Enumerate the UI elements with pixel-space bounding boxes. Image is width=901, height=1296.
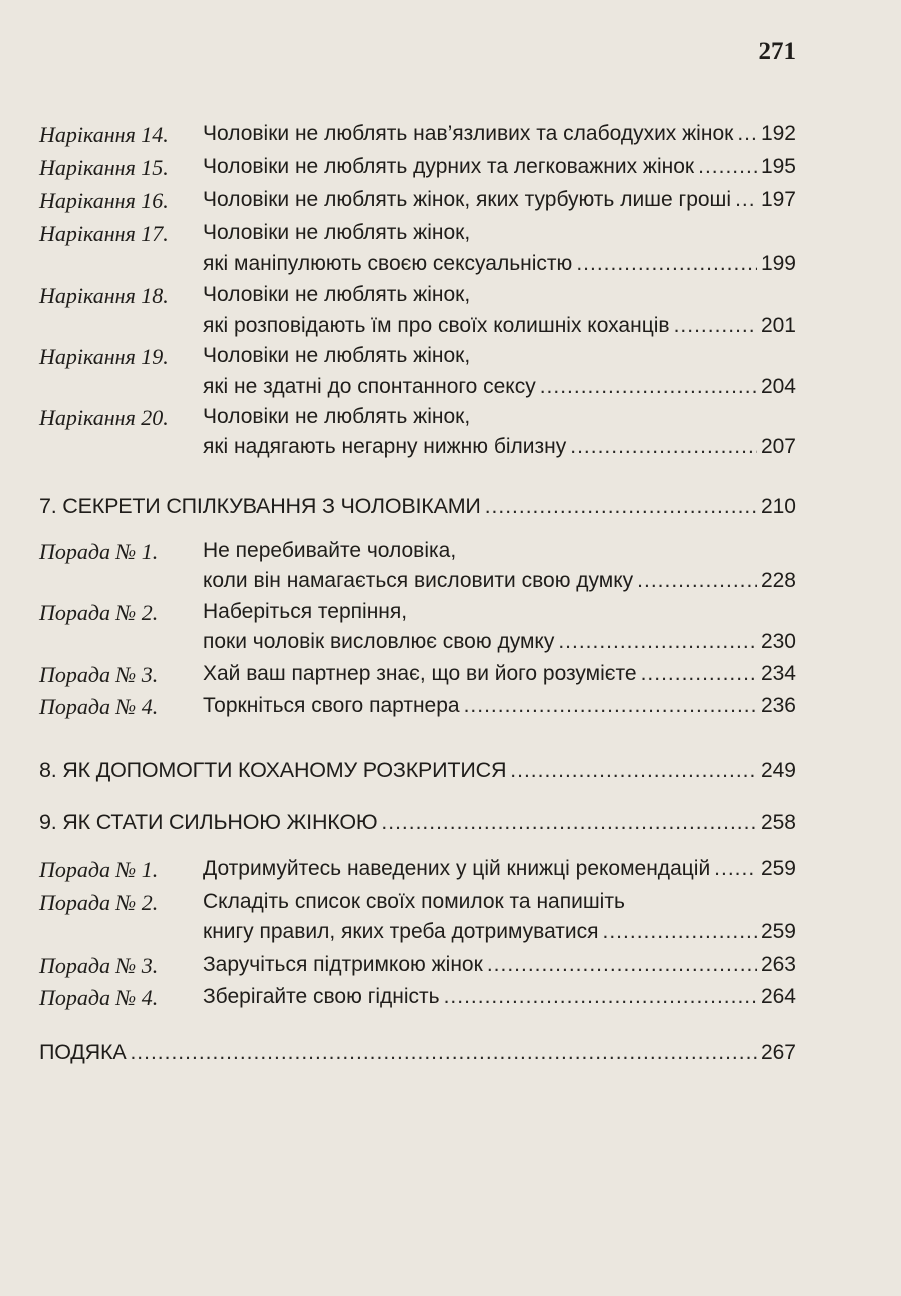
toc-acknowledgements — [0, 1040, 901, 1074]
toc-title: Хай ваш партнер знає, що ви його розумієте — [203, 662, 637, 685]
dot-leader — [576, 252, 757, 276]
toc-entry-ch7-tip-4 — [0, 694, 901, 728]
toc-page: 264 — [760, 985, 796, 1008]
toc-title-cont: коли він намагається висловити свою думку — [203, 569, 634, 592]
toc-entry-ch7-tip-1-cont — [0, 569, 901, 603]
dot-leader — [735, 188, 757, 212]
toc-label: Порада № 3. — [39, 662, 159, 687]
toc-entry-complaint-19 — [0, 344, 901, 378]
toc-title: Складіть список своїх помилок та напишіть — [203, 890, 625, 913]
toc-label: Нарікання 15. — [39, 155, 169, 180]
dot-leader — [558, 630, 757, 654]
toc-label: Нарікання 16. — [39, 188, 169, 213]
toc-entry-complaint-17-cont — [0, 252, 901, 286]
toc-entry-complaint-19-cont — [0, 375, 901, 409]
toc-page: 258 — [760, 811, 796, 834]
toc-chapter-8 — [0, 758, 901, 792]
dot-leader — [737, 122, 757, 146]
toc-label: Нарікання 19. — [39, 344, 169, 369]
toc-title: Не перебивайте чоловіка, — [203, 539, 457, 562]
toc-entry-ch9-tip-2 — [0, 890, 901, 924]
dot-leader — [714, 857, 757, 881]
toc-entry-complaint-17 — [0, 221, 901, 255]
dot-leader — [485, 495, 757, 519]
toc-title-cont: поки чоловік висловлює свою думку — [203, 630, 555, 653]
toc-entry-complaint-16 — [0, 188, 901, 222]
toc-label: Нарікання 20. — [39, 405, 169, 430]
dot-leader — [487, 953, 757, 977]
toc-label: Нарікання 18. — [39, 283, 169, 308]
toc-page: 234 — [760, 662, 796, 685]
toc-page: 199 — [760, 252, 796, 275]
dot-leader — [674, 314, 757, 338]
toc-title: Чоловіки не люблять жінок, — [203, 283, 471, 306]
dot-leader — [130, 1041, 756, 1065]
toc-page: 236 — [760, 694, 796, 717]
toc-label: Порада № 1. — [39, 539, 159, 564]
page-number: 271 — [758, 38, 796, 65]
toc-label: Порада № 2. — [39, 600, 159, 625]
toc-label: Порада № 4. — [39, 694, 159, 719]
toc-page: 197 — [760, 188, 796, 211]
toc-page: 207 — [760, 435, 796, 458]
toc-label: Порада № 3. — [39, 953, 159, 978]
toc-label: Порада № 4. — [39, 985, 159, 1010]
toc-entry-ch9-tip-1 — [0, 857, 901, 891]
toc-page: 230 — [760, 630, 796, 653]
toc-page: 210 — [760, 495, 796, 518]
toc-title: Чоловіки не люблять жінок, — [203, 405, 471, 428]
toc-chapter-7 — [0, 494, 901, 528]
toc-page: 263 — [760, 953, 796, 976]
toc-page: 267 — [760, 1041, 796, 1064]
toc-title-cont: книгу правил, яких треба дотримуватися — [203, 920, 599, 943]
toc-page: 201 — [760, 314, 796, 337]
toc-title: Наберіться терпіння, — [203, 600, 408, 623]
toc-entry-ch7-tip-2 — [0, 600, 901, 634]
toc-title: Дотримуйтесь наведених у цій книжці рекомендацій — [203, 857, 711, 880]
toc-title-cont: які маніпулюють своєю сексуальністю — [203, 252, 573, 275]
toc-entry-complaint-20 — [0, 405, 901, 439]
chapter-title: 9. ЯК СТАТИ СИЛЬНОЮ ЖІНКОЮ — [39, 810, 378, 834]
toc-title-cont: які розповідають їм про своїх колишніх коханців — [203, 314, 670, 337]
toc-title: Чоловіки не люблять жінок, — [203, 221, 471, 244]
toc-title: Торкніться свого партнера — [203, 694, 460, 717]
toc-title: Заручіться підтримкою жінок — [203, 953, 483, 976]
toc-page: 228 — [760, 569, 796, 592]
toc-entry-complaint-18-cont — [0, 314, 901, 348]
toc-page: 259 — [760, 857, 796, 880]
toc-title: Чоловіки не люблять дурних та легковажних жінок — [203, 155, 695, 178]
toc-entry-ch7-tip-3 — [0, 662, 901, 696]
chapter-title: 7. СЕКРЕТИ СПІЛКУВАННЯ З ЧОЛОВІКАМИ — [39, 494, 481, 518]
toc-entry-complaint-20-cont — [0, 435, 901, 469]
chapter-title: ПОДЯКА — [39, 1040, 127, 1064]
toc-title: Зберігайте свою гідність — [203, 985, 440, 1008]
toc-title-cont: які не здатні до спонтанного сексу — [203, 375, 536, 398]
dot-leader — [698, 155, 757, 179]
dot-leader — [444, 985, 757, 1009]
dot-leader — [464, 694, 757, 718]
toc-page: 259 — [760, 920, 796, 943]
toc-title: Чоловіки не люблять жінок, яких турбують лише гроші — [203, 188, 732, 211]
dot-leader — [637, 569, 757, 593]
toc-page: 192 — [760, 122, 796, 145]
toc-page: 195 — [760, 155, 796, 178]
dot-leader — [603, 920, 757, 944]
dot-leader — [641, 662, 757, 686]
toc-page: 249 — [760, 759, 796, 782]
toc-entry-complaint-18 — [0, 283, 901, 317]
toc-label: Порада № 2. — [39, 890, 159, 915]
dot-leader — [540, 375, 757, 399]
dot-leader — [381, 811, 757, 835]
toc-entry-ch7-tip-2-cont — [0, 630, 901, 664]
toc-page: 204 — [760, 375, 796, 398]
dot-leader — [510, 759, 757, 783]
toc-entry-ch9-tip-2-cont — [0, 920, 901, 954]
toc-chapter-9 — [0, 810, 901, 844]
toc-label: Нарікання 14. — [39, 122, 169, 147]
chapter-title: 8. ЯК ДОПОМОГТИ КОХАНОМУ РОЗКРИТИСЯ — [39, 758, 507, 782]
toc-label: Порада № 1. — [39, 857, 159, 882]
dot-leader — [570, 435, 757, 459]
toc-label: Нарікання 17. — [39, 221, 169, 246]
toc-entry-ch9-tip-4 — [0, 985, 901, 1019]
toc-entry-complaint-14 — [0, 122, 901, 156]
toc-entry-ch7-tip-1 — [0, 539, 901, 573]
toc-entry-complaint-15 — [0, 155, 901, 189]
toc-title-cont: які надягають негарну нижню білизну — [203, 435, 567, 458]
toc-title: Чоловіки не люблять нав’язливих та слабодухих жінок — [203, 122, 734, 145]
toc-title: Чоловіки не люблять жінок, — [203, 344, 471, 367]
toc-entry-ch9-tip-3 — [0, 953, 901, 987]
